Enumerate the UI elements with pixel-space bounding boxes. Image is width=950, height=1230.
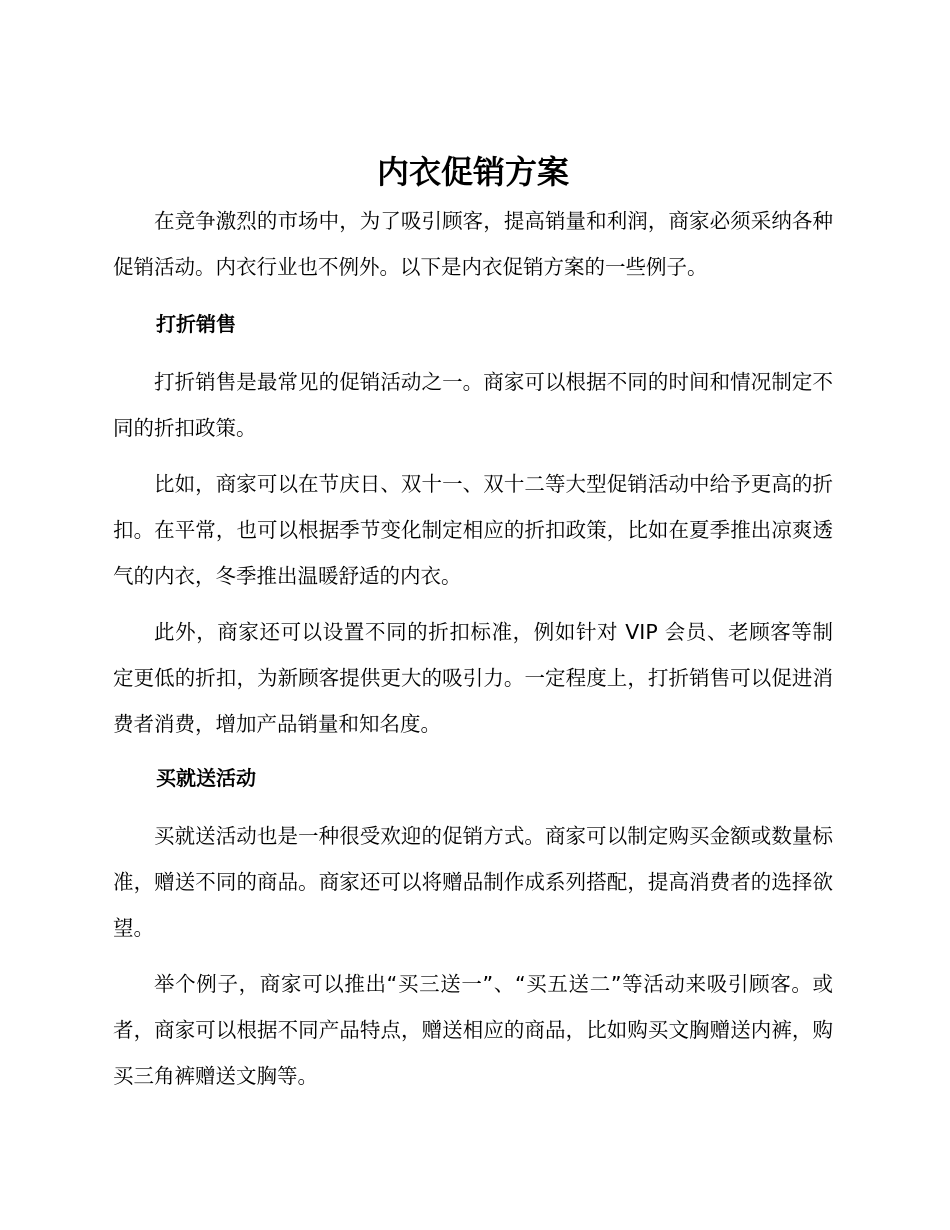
intro-paragraph: 在竞争激烈的市场中，为了吸引顾客，提高销量和利润，商家必须采纳各种促销活动。内衣行业也不例外。以下是内衣促销方案的一些例子。 [113,209,833,279]
discount-paragraph-3: 此外，商家还可以设置不同的折扣标准，例如针对 VIP 会员、老顾客等制定更低的折扣，为新顾客提供更大的吸引力。一定程度上，打折销售可以促进消费者消费，增加产品销量和知名度。 [113,620,833,736]
section-heading-discount: 打折销售 [156,312,236,336]
discount-paragraph-1: 打折销售是最常见的促销活动之一。商家可以根据不同的时间和情况制定不同的折扣政策。 [113,370,833,440]
section-heading-gift: 买就送活动 [156,766,256,790]
document-title: 内衣促销方案 [376,153,569,191]
discount-paragraph-2: 比如，商家可以在节庆日、双十一、双十二等大型促销活动中给予更高的折扣。在平常，也可以根据季节变化制定相应的折扣政策，比如在夏季推出凉爽透气的内衣，冬季推出温暖舒适的内衣。 [113,472,833,588]
gift-paragraph-2: 举个例子，商家可以推出“买三送一”、“买五送二”等活动来吸引顾客。或者，商家可以根据不同产品特点，赠送相应的商品，比如购买文胸赠送内裤，购买三角裤赠送文胸等。 [113,972,833,1088]
gift-paragraph-1: 买就送活动也是一种很受欢迎的促销方式。商家可以制定购买金额或数量标准，赠送不同的商品。商家还可以将赠品制作成系列搭配，提高消费者的选择欲望。 [113,824,833,940]
